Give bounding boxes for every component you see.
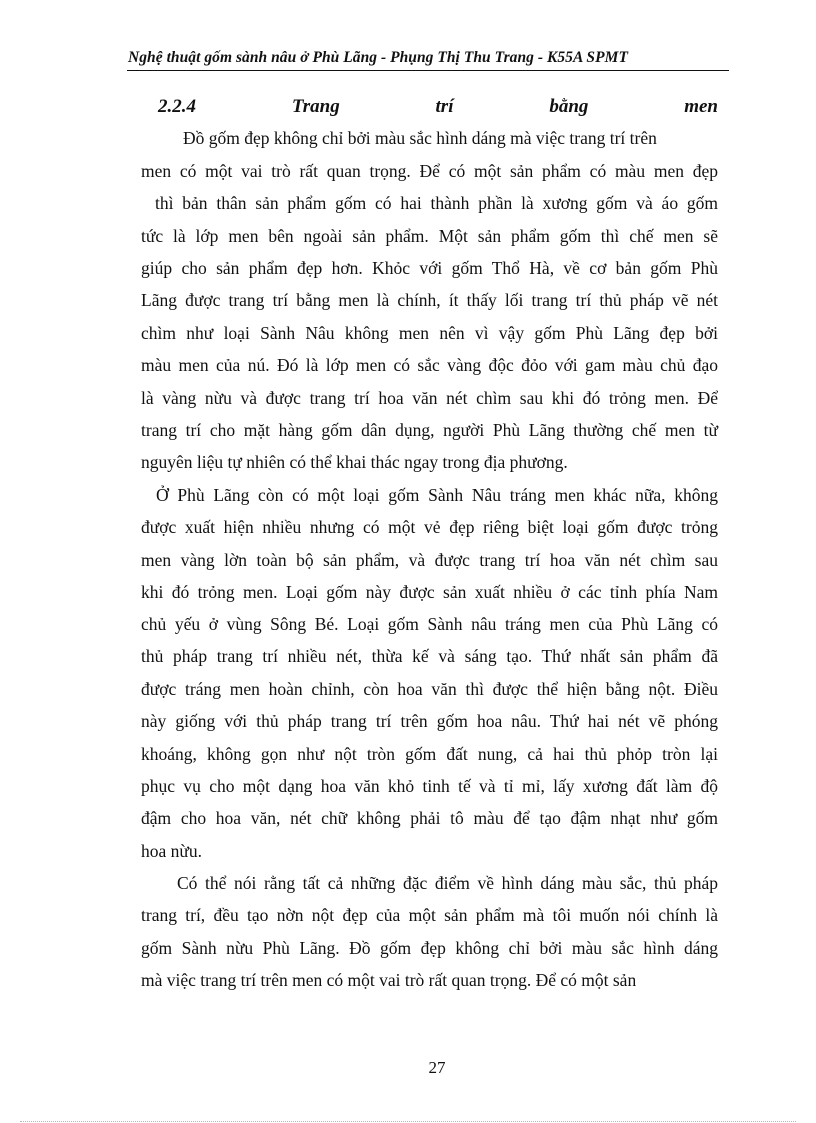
body-line: được tráng men hoàn chỉnh, còn hoa văn thì được thể hiện bằng nột. Điều [141, 679, 718, 699]
body-line: tức là lớp men bên ngoài sản phẩm. Một sản phẩm gốm thì chế men sẽ [141, 226, 718, 246]
body-line: giúp cho sản phẩm đẹp hơn. Khỏc với gốm Thổ Hà, về cơ bản gốm Phù [141, 258, 718, 278]
section-title-word: men [684, 96, 718, 117]
body-line: gốm Sành nừu Phù Lãng. Đồ gốm đẹp không chỉ bởi màu sắc hình dáng [141, 938, 718, 958]
body-line: được xuất hiện nhiều nhưng có một vẻ đẹp riêng biệt loại gốm được trỏng [141, 517, 718, 537]
body-line: men có một vai trò rất quan trọng. Để có một sản phẩm có màu men đẹp [141, 161, 718, 181]
body-line: Lãng được trang trí bằng men là chính, ít thấy lối trang trí thủ pháp vẽ nét [141, 290, 718, 310]
body-line: nguyên liệu tự nhiên có thể khai thác ngay trong địa phương. [141, 452, 568, 472]
page-number: 27 [428, 1058, 446, 1077]
body-line: thủ pháp trang trí nhiều nét, thừa kế và sáng tạo. Thứ nhất sản phẩm đã [141, 646, 718, 666]
body-line: Có thể nói rằng tất cả những đặc điểm về hình dáng màu sắc, thủ pháp [177, 873, 718, 893]
body-line: đậm cho hoa văn, nét chữ không phải tô màu để tạo đậm nhạt như gốm [141, 808, 718, 828]
section-title-word: Trang [291, 96, 340, 117]
body-line: Đồ gốm đẹp không chỉ bởi màu sắc hình dáng mà việc trang trí trên [183, 128, 657, 148]
body-line: trang trí cho mặt hàng gốm dân dụng, người Phù Lãng thường chế men từ [141, 420, 718, 440]
body-line: phục vụ cho một dạng hoa văn khỏ tinh tế và tỉ mỉ, lấy xương đất làm độ [141, 776, 718, 796]
body-line: là vàng nừu và được trang trí hoa văn nét chìm sau khi đó trỏng men. Để [141, 388, 718, 408]
page-bottom-divider [20, 1121, 796, 1122]
body-line: khi đó trỏng men. Loại gốm này được sản xuất nhiều ở các tỉnh phía Nam [141, 582, 718, 602]
body-line: trang trí, đều tạo nờn nột đẹp của một sản phẩm mà tôi muốn nói chính là [141, 905, 718, 925]
body-line: mà việc trang trí trên men có một vai trò rất quan trọng. Để có một sản [141, 970, 637, 990]
section-heading [158, 96, 718, 118]
section-title-word: bằng [549, 96, 589, 117]
header-rule [127, 70, 729, 71]
body-line: này giống với thủ pháp trang trí trên gốm hoa nâu. Thứ hai nét vẽ phóng [141, 711, 718, 731]
section-title-word: trí [435, 96, 454, 117]
section-number: 2.2.4 [158, 96, 196, 117]
running-header: Nghệ thuật gốm sành nâu ở Phù Lãng - Phụng Thị Thu Trang - K55A SPMT [128, 49, 628, 66]
body-line: khoáng, không gọn như nột tròn gốm đất nung, cả hai thủ phỏp tròn lại [141, 744, 718, 764]
body-line: men vàng lờn toàn bộ sản phẩm, và được trang trí hoa văn nét chìm sau [141, 550, 718, 570]
body-line: chìm như loại Sành Nâu không men nên vì vậy gốm Phù Lãng đẹp bởi [141, 323, 718, 343]
body-line: Ở Phù Lãng còn có một loại gốm Sành Nâu tráng men khác nữa, không [156, 485, 718, 505]
body-line: màu men của nú. Đó là lớp men có sắc vàng độc đỏo với gam màu chủ đạo [141, 355, 718, 375]
body-line: thì bản thân sản phẩm gốm có hai thành phần là xương gốm và áo gốm [155, 193, 718, 213]
body-line: hoa nừu. [141, 841, 203, 861]
body-line: chủ yếu ở vùng Sông Bé. Loại gốm Sành nâu tráng men của Phù Lãng có [141, 614, 718, 634]
